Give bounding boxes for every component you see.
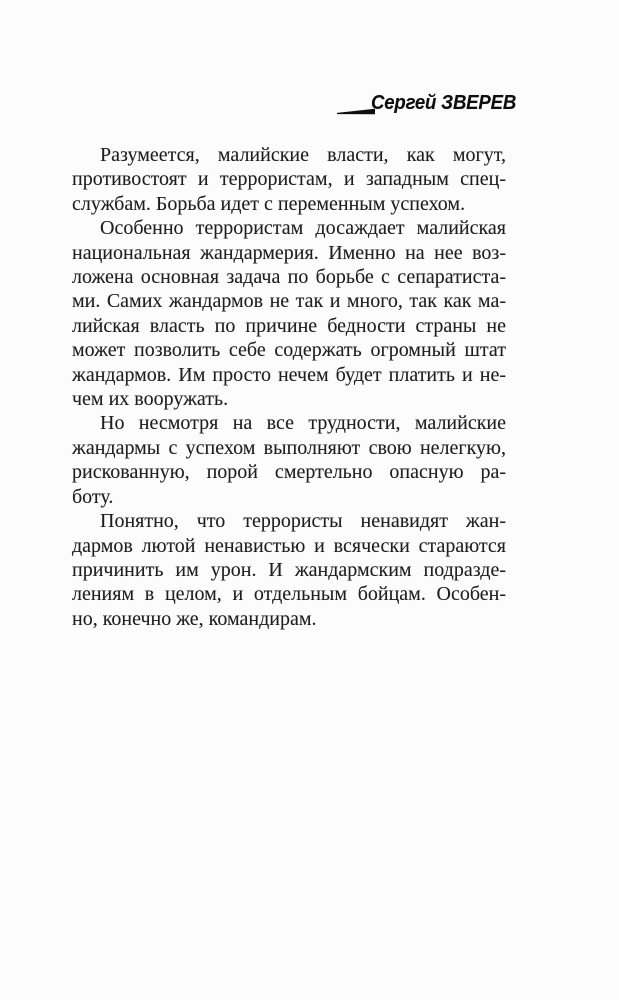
text-line: жандармы с успехом выполняют свою нелегкую, (72, 436, 506, 459)
text-line: службам. Борьба идет с переменным успехом. (72, 192, 466, 215)
text-line: причинить им урон. И жандармским подразде- (72, 558, 506, 581)
text-line: Разумеется, малийские власти, как могут, (100, 144, 506, 166)
text-line: Но несмотря на все трудности, малийские (100, 412, 506, 435)
paragraph-4 (72, 509, 506, 631)
text-line: чем их вооружать. (72, 388, 229, 411)
text-line: ми. Самих жандармов не так и много, так как ма- (72, 290, 506, 313)
text-line: лениям в целом, и отдельным бойцам. Особен- (72, 583, 506, 606)
paragraph-1 (72, 143, 506, 216)
text-line: дармов лютой ненавистью и всячески стараются (72, 534, 506, 557)
text-line: лийская власть по причине бедности страны не (72, 314, 506, 337)
text-line: противостоят и террористам, и западным спец- (72, 168, 506, 191)
header-swoosh-icon (337, 108, 375, 115)
text-line: Особенно террористам досаждает малийская (100, 217, 506, 240)
text-line: боту. (72, 485, 114, 508)
text-line: рискованную, порой смертельно опасную ра- (72, 461, 506, 484)
page-text (72, 143, 506, 631)
paragraph-2 (72, 216, 506, 411)
text-line: но, конечно же, командирам. (72, 607, 317, 630)
text-line: ложена основная задача по борьбе с сепаратиста- (72, 266, 506, 289)
text-line: Понятно, что террористы ненавидят жан- (100, 510, 506, 533)
text-line: жандармов. Им просто нечем будет платить и не- (72, 363, 506, 386)
paragraph-3 (72, 411, 506, 509)
running-header (337, 92, 527, 115)
text-line: может позволить себе содержать огромный штат (72, 339, 506, 362)
author-name: Сергей ЗВЕРЕВ (371, 92, 517, 114)
text-line: национальная жандармерия. Именно на нее воз- (72, 241, 506, 264)
